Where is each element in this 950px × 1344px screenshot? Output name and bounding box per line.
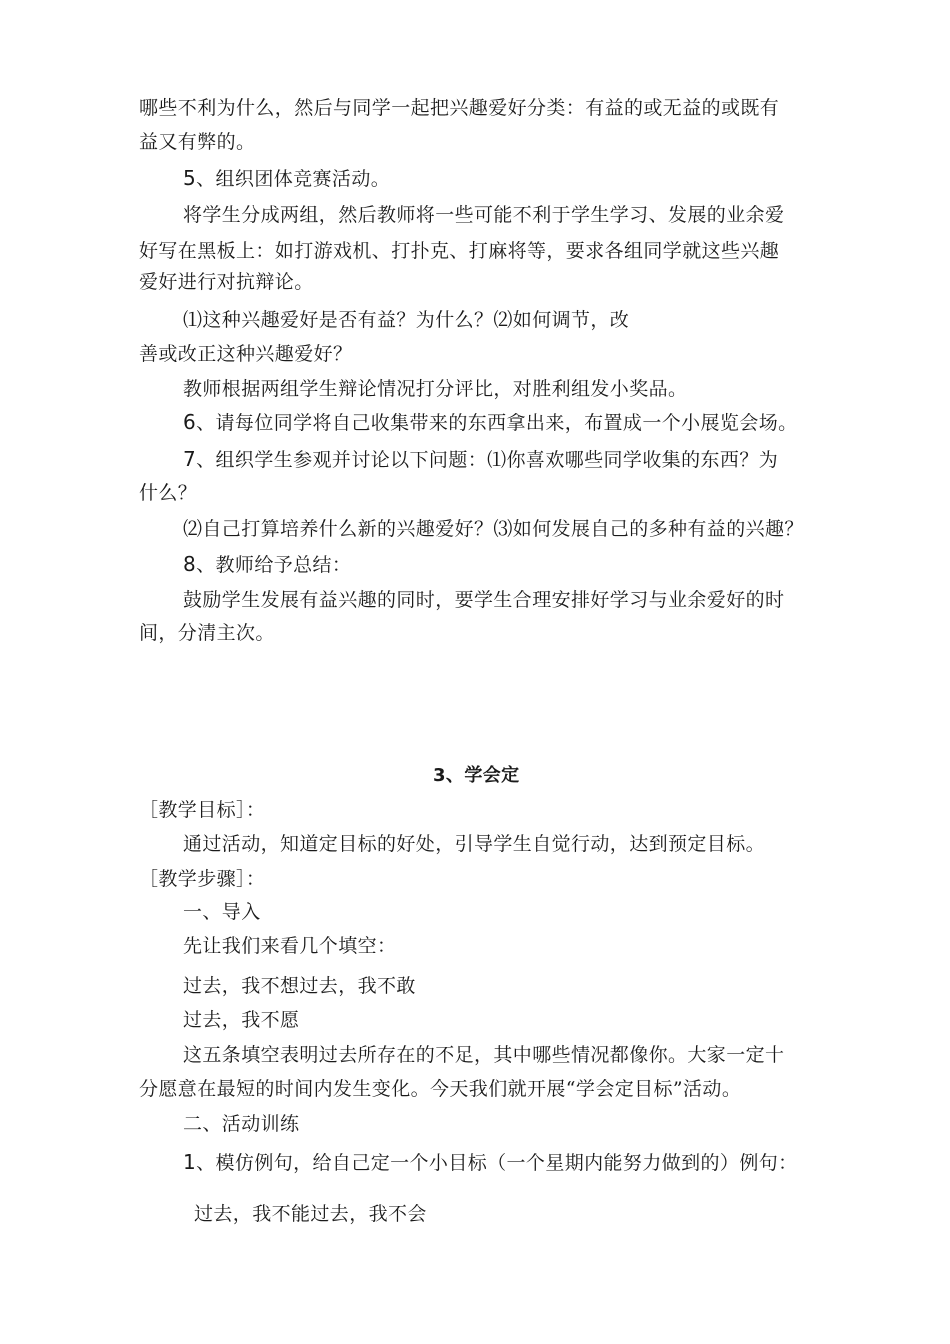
- paragraph-line: 什么？: [139, 482, 198, 504]
- numbered-item-1: [183, 1150, 798, 1175]
- paragraph-line: 教师根据两组学生辩论情况打分评比，对胜利组发小奖品。: [183, 378, 688, 400]
- item-number: 1: [183, 1150, 197, 1174]
- item-number: 6: [183, 410, 197, 434]
- item-text: 、组织学生参观并讨论以下问题：⑴你喜欢哪些同学收集的东西？为: [196, 449, 779, 471]
- item-text: 、模仿例句，给自己定一个小目标（一个星期内能努力做到的）例句：: [196, 1152, 798, 1174]
- paragraph-line: 鼓励学生发展有益兴趣的同时，要学生合理安排好学习与业余爱好的时: [183, 589, 785, 611]
- step-heading: 一、导入: [183, 901, 261, 923]
- paragraph-line: 益又有弊的。: [139, 131, 256, 153]
- fill-blank-line: 过去，我不想过去，我不敢: [183, 975, 416, 997]
- lesson-title: 3、学会定: [433, 765, 520, 786]
- paragraph-line: 哪些不利为什么，然后与同学一起把兴趣爱好分类：有益的或无益的或既有: [139, 97, 780, 119]
- paragraph-line: 这五条填空表明过去所存在的不足，其中哪些情况都像你。大家一定十: [183, 1044, 785, 1066]
- numbered-item-5: [183, 166, 390, 191]
- paragraph-line: 将学生分成两组，然后教师将一些可能不利于学生学习、发展的业余爱: [183, 204, 785, 226]
- item-text: 、组织团体竞赛活动。: [196, 168, 391, 190]
- paragraph-line: 间，分清主次。: [139, 622, 275, 644]
- numbered-item-7: [183, 447, 778, 472]
- example-line: 过去，我不能过去，我不会: [194, 1203, 427, 1225]
- step-heading: 二、活动训练: [183, 1113, 300, 1135]
- item-text: 、请每位同学将自己收集带来的东西拿出来，布置成一个小展览会场。: [196, 412, 798, 434]
- goal-label: ［教学目标］：: [139, 799, 266, 821]
- question-line: ⑴这种兴趣爱好是否有益？为什么？⑵如何调节，改: [183, 309, 630, 331]
- item-text: 、教师给予总结：: [196, 554, 352, 576]
- numbered-item-6: [183, 410, 798, 435]
- goal-text: 通过活动，知道定目标的好处，引导学生自觉行动，达到预定目标。: [183, 833, 766, 855]
- item-number: 7: [183, 447, 197, 471]
- steps-label: ［教学步骤］：: [139, 868, 266, 890]
- paragraph-line: 爱好进行对抗辩论。: [139, 271, 314, 293]
- paragraph-line: 先让我们来看几个填空：: [183, 935, 397, 957]
- numbered-item-8: [183, 552, 351, 577]
- paragraph-line: 分愿意在最短的时间内发生变化。今天我们就开展“学会定目标”活动。: [139, 1078, 742, 1100]
- item-number: 8: [183, 552, 197, 576]
- question-line: ⑵自己打算培养什么新的兴趣爱好？⑶如何发展自己的多种有益的兴趣？: [183, 518, 804, 540]
- item-number: 5: [183, 166, 197, 190]
- paragraph-line: 好写在黑板上：如打游戏机、打扑克、打麻将等，要求各组同学就这些兴趣: [139, 240, 780, 262]
- fill-blank-line: 过去，我不愿: [183, 1009, 300, 1031]
- question-line: 善或改正这种兴趣爱好？: [139, 343, 353, 365]
